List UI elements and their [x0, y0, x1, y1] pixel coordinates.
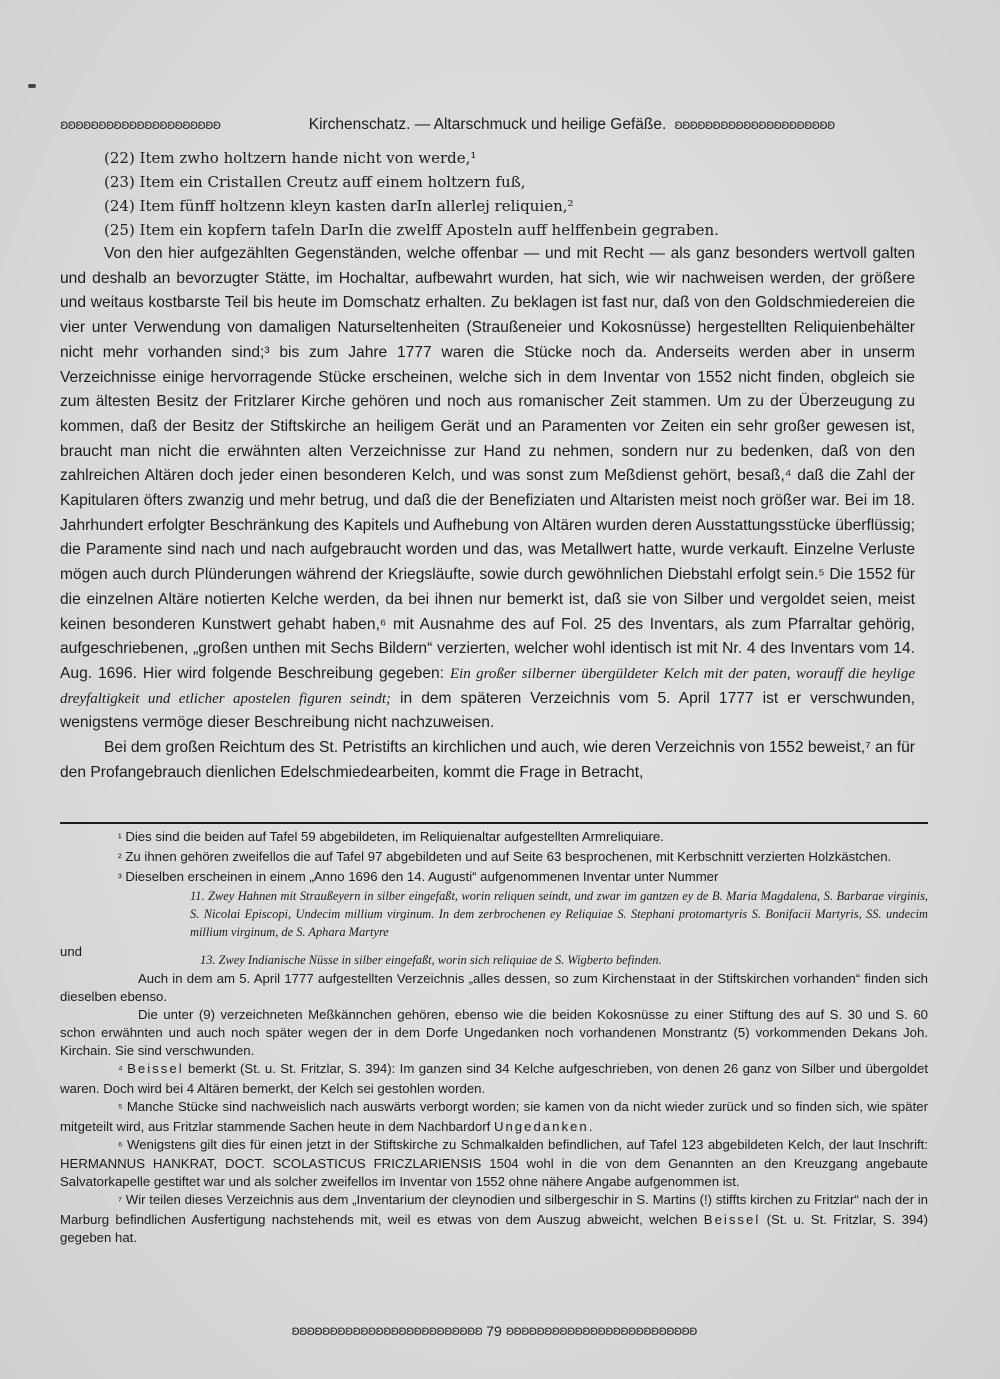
- footnote-6: ⁶ Wenigstens gilt dies für einen jetzt in der Stiftskirche zu Schmalkalden befindlichen, auf Tafel 123 abgebildeten Kelch, der laut Inschrift: HERMANNUS HANKRAT, DOCT. SCOLASTICUS FRICZLARIENSIS 1504 wohl in die von dem Genannten an den Kreuzgang angebaute Salvatorkapelle gestiftet war und als solcher zweifellos im Inventar von 1552 ohne nähere Angabe aufgenommen ist.: [60, 1136, 928, 1190]
- footnote-1: ¹ Dies sind die beiden auf Tafel 59 abgebildeten, im Reliquienaltar aufgestellten Armreliquiare.: [118, 829, 664, 844]
- paragraph-1-text-a: Von den hier aufgezählten Gegenständen, welche offenbar — und mit Recht — als ganz besonders wertvoll galten und deshalb an bevorzugter Stätte, im Hochaltar, aufbewahrt wurden, hat sich, wie wir nachweisen werden, der größere und weitaus kostbarste Teil bis heute im Domschatz erhalten. Zu beklagen ist fast nur, daß von den Goldschmiedereien die vier unter Verwendung von damaligen Naturseltenheiten (Straußeneier und Kokosnüsse) hergestellten Reliquienbehälter nicht mehr vorhanden sind;³ bis zum Jahre 1777 waren die Stücke noch da. Anderseits werden aber in unserm Verzeichnisse einige hervorragende Stücke erscheinen, welche sich in dem Inventar von 1552 nicht finden, obgleich sie zum ältesten Besitz der Fritzlarer Kirche gehören und noch aus romanischer Zeit stammen. Um zu der Überzeugung zu kommen, daß der Besitz der Stiftskirche an heiligem Gerät und an Paramenten vor Zeiten ein sehr großer gewesen ist, braucht man nicht die erwähnten alten Verzeichnisse zur Hand zu nehmen, sondern nur zu bedenken, daß von den zahlreichen Altären doch jeder einen besonderen Kelch, und was sonst zum Meßdienst gehört, besaß,⁴ daß die Zahl der Kapitularen öfters zwanzig und mehr betrug, und daß die der Benefiziaten und Altaristen meist noch größer war. Bei im 18. Jahrhundert erfolgter Beschränkung des Kapitels und Aufhebung von Altären wurden deren Ausstattungsstücke überflüssig; die Paramente sind nach und nach aufgebraucht worden und das, was Metallwert hatte, wurde verkauft. Einzelne Verluste mögen auch durch Plünderungen während der Kriegsläufte, sowie durch gewöhnlichen Diebstahl erfolgt sein.⁵ Die 1552 für die einzelnen Altäre notierten Kelche werden, da bei ihnen nur bemerkt ist, daß sie von Silber und vergoldet seien, meist keinen besonderen Kunstwert gehabt haben,⁶ mit Ausnahme des auf Fol. 25 des Inventars, als zum Pfarraltar gehörig, aufgeschriebenen, „großen unthen mit Sechs Bildern“ verzierten, welcher wohl identisch ist mit Nr. 4 des Inventars vom 14. Aug. 1696. Hier wird folgende Beschreibung gegeben:: [60, 245, 915, 682]
- footnote-3-continuation-1: Auch in dem am 5. April 1777 aufgestellten Verzeichnis „alles dessen, so zum Kirchenstaat in der Stiftskirchen vorhanden“ finden sich dieselben ebenso.: [60, 971, 928, 1005]
- footnote-rule: [60, 822, 928, 824]
- author-name: Beissel: [703, 1212, 761, 1228]
- footnotes: [60, 828, 928, 1247]
- footnote-2: ² Zu ihnen gehören zweifellos die auf Tafel 97 abgebildeten und auf Seite 63 besprochenen, mit Kerbschnitt verzierten Holzkästchen.: [118, 848, 892, 864]
- footnote-3-und: und: [60, 944, 83, 960]
- page-footer: [60, 1318, 928, 1344]
- paragraph-2: Bei dem großen Reichtum des St. Petristifts an kirchlichen und auch, wie deren Verzeichnis von 1552 beweist,⁷ an für den Profangebrauch dienlichen Edelschmiedearbeiten, kommt die Frage in Betracht,: [60, 739, 915, 781]
- footnote-3-quote-11: 11. Zwey Hahnen mit Straußeyern in silber eingefaßt, worin reliquen seindt, und zwar im gantzen ey de B. Maria Magdalena, S. Barbarae virginis, S. Nicolai Episcopi, Undecim millium virginum. In dem zerbrochenen ey Reliquiae S. Stephani protomartyris S. Bonifacii Martyris, SS. undecim millium virginum, de S. Aphara Martyre: [190, 888, 928, 939]
- place-name: Ungedanken: [493, 1118, 589, 1134]
- footer-ornament-right: ʚʚʚʚʚʚʚʚʚʚʚʚʚʚʚʚʚʚʚʚʚʚʚʚʚ: [505, 1323, 697, 1339]
- footnote-3-quote-13: 13. Zwey Indianische Nüsse in silber eingefaßt, worin sich reliquiae de S. Wigberto befinden.: [200, 953, 662, 968]
- footnote-7: ⁷ Wir teilen dieses Verzeichnis aus dem „Inventarium der cleynodien und silbergeschir in S. Martins (!) stiffts kirchen zu Fritzlar“ nach der in Marburg befindlichen Ausfertigung nachstehends mit, weil es etwas von dem Auszug abweicht, welchen Beissel (St. u. St. Fritzlar, S. 394) gegeben hat.: [60, 1192, 928, 1246]
- main-text: [60, 146, 915, 785]
- footnote-5: ⁵ Manche Stücke sind nachweislich nach auswärts verborgt worden; sie kamen von da nicht wieder zurück und so finden sich, wie später mitgeteilt wird, aus Fritzlar stammende Sachen heute in dem Nachbardorf Ungedanken.: [60, 1098, 928, 1134]
- inventory-item-25: (25) Item ein kopfern tafeln DarIn die zwelff Aposteln auff helffenbein gegraben.: [104, 221, 719, 239]
- footer-ornament-left: ʚʚʚʚʚʚʚʚʚʚʚʚʚʚʚʚʚʚʚʚʚʚʚʚʚ: [291, 1323, 483, 1339]
- inventory-item-24: (24) Item fünff holtzenn kleyn kasten darIn allerlej reliquien,²: [104, 197, 574, 215]
- footnote-3-und-line: [60, 943, 928, 970]
- header-ornament-left: ʚʚʚʚʚʚʚʚʚʚʚʚʚʚʚʚʚʚʚʚʚ: [60, 117, 221, 133]
- header-ornament-right: ʚʚʚʚʚʚʚʚʚʚʚʚʚʚʚʚʚʚʚʚʚ: [674, 117, 835, 133]
- inventory-item-23: (23) Item ein Cristallen Creutz auff einem holtzern fuß,: [104, 173, 526, 191]
- page-number: 79: [486, 1323, 502, 1339]
- paragraph-1-quote: Ein großer silberner übergüldeter Kelch mit der paten, worauff die heylige dreyfaltigkeit und etlicher apostelen figuren seindt;: [60, 665, 915, 707]
- paragraph-1: [60, 242, 915, 736]
- running-title: Kirchenschatz. — Altarschmuck und heilige Gefäße.: [308, 116, 667, 133]
- running-header: [60, 112, 915, 138]
- inventory-item-22: (22) Item zwho holtzern hande nicht von werde,¹: [104, 149, 477, 167]
- footnote-4: ⁴ Beissel bemerkt (St. u. St. Fritzlar, S. 394): Im ganzen sind 34 Kelche aufgeschrieben, von denen 26 ganz von Silber und übergoldet waren. Doch wird bei 4 Altären bemerkt, der Kelch sei gestohlen worden.: [60, 1060, 929, 1096]
- author-name: Beissel: [127, 1060, 184, 1076]
- stray-mark: [28, 84, 36, 88]
- footnote-3: ³ Dieselben erscheinen in einem „Anno 1696 den 14. Augusti“ aufgenommenen Inventar unter Nummer: [118, 868, 719, 884]
- footnote-3-continuation-2: Die unter (9) verzeichneten Meßkännchen gehören, ebenso wie die beiden Kokosnüsse zu einer Stiftung des auf S. 30 und S. 60 schon erwähnten und auch noch später wegen der in dem Dorfe Ungedanken noch vorhandenen Monstrantz (5) vorkommenden Dekans Joh. Kirchain. Sie sind verschwunden.: [60, 1007, 928, 1058]
- paragraph-1-text-b: in dem späteren Verzeichnis vom 5. April 1777 ist er verschwunden, wenigstens vermöge dieser Beschreibung nicht nachzuweisen.: [60, 689, 915, 732]
